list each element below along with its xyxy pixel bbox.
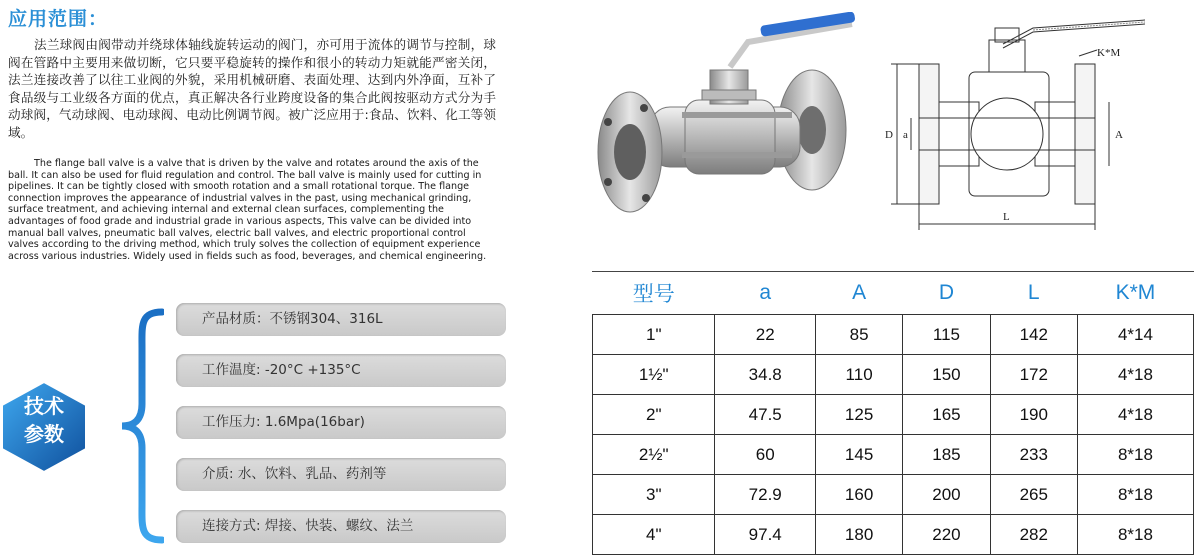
cell: 3" xyxy=(593,475,715,515)
label-A: A xyxy=(1115,129,1123,141)
cell: 150 xyxy=(903,355,990,395)
table-row xyxy=(593,475,1194,515)
spec-medium: 介质: 水、饮料、乳品、药剂等 xyxy=(176,458,506,491)
table-row xyxy=(593,435,1194,475)
cell: 172 xyxy=(990,355,1077,395)
cell: 47.5 xyxy=(715,395,815,435)
english-description: The flange ball valve is a valve that is driven by the valve and rotates around the axis of the ball. It can also be used for fluid regulation and control. The ball valve is mainly used for cutting in pipelines. It can be tightly closed with smooth rotation and a small rotational torque. The flange connection improves the appearance of industrial valves in the past, using mechanical grinding, surface treatment, and achieving internal and external clean surfaces, complementing the advantages of food grade and industrial grade in various aspects, This valve can be divided into manual ball valves, pneumatic ball valves, electric ball valves, and electric proportional control valves according to the driving method, which truly solves the collection of equipment experience across various industries. Widely used in fields such as food, beverages, and chemical engineering. xyxy=(8,158,487,262)
valve-drawing xyxy=(883,10,1199,250)
brace-icon xyxy=(118,308,164,544)
cell: 4*18 xyxy=(1077,395,1193,435)
cell: 22 xyxy=(715,315,815,355)
cell: 220 xyxy=(903,515,990,555)
label-KM: K*M xyxy=(1097,47,1121,59)
col-header: D xyxy=(938,281,955,304)
spec-temperature: 工作温度: -20°C +135°C xyxy=(176,354,506,387)
spec-material: 产品材质：不锈钢304、316L xyxy=(176,303,506,336)
label-L: L xyxy=(1003,211,1010,223)
col-header: L xyxy=(1027,281,1040,304)
cell: 4" xyxy=(593,515,715,555)
label-a: a xyxy=(903,129,908,141)
cell: 200 xyxy=(903,475,990,515)
cell: 160 xyxy=(815,475,902,515)
table-row xyxy=(593,355,1194,395)
cell: 145 xyxy=(815,435,902,475)
cell: 282 xyxy=(990,515,1077,555)
cell: 34.8 xyxy=(715,355,815,395)
cell: 97.4 xyxy=(715,515,815,555)
spec-connection: 连接方式: 焊接、快装、螺纹、法兰 xyxy=(176,510,506,543)
section-title: 应用范围： xyxy=(8,8,109,30)
label-D: D xyxy=(885,129,893,141)
cell: 72.9 xyxy=(715,475,815,515)
cell: 165 xyxy=(903,395,990,435)
cell: 190 xyxy=(990,395,1077,435)
cell: 180 xyxy=(815,515,902,555)
cell: 8*18 xyxy=(1077,515,1193,555)
cell: 4*14 xyxy=(1077,315,1193,355)
col-header: A xyxy=(852,281,867,304)
cell: 142 xyxy=(990,315,1077,355)
table-header-row xyxy=(593,272,1194,315)
cell: 115 xyxy=(903,315,990,355)
cell: 125 xyxy=(815,395,902,435)
valve-photo xyxy=(590,12,880,252)
col-header: 型号 xyxy=(632,283,675,306)
cell: 185 xyxy=(903,435,990,475)
table-row xyxy=(593,515,1194,555)
table-row xyxy=(593,395,1194,435)
cell: 2½" xyxy=(593,435,715,475)
table-row xyxy=(593,315,1194,355)
col-header: K*M xyxy=(1115,281,1156,304)
cell: 265 xyxy=(990,475,1077,515)
cell: 1½" xyxy=(593,355,715,395)
cell: 4*18 xyxy=(1077,355,1193,395)
cell: 60 xyxy=(715,435,815,475)
cell: 1" xyxy=(593,315,715,355)
badge-line1: 技术 xyxy=(24,394,64,418)
spec-pressure: 工作压力: 1.6Mpa(16bar) xyxy=(176,406,506,439)
badge-line2: 参数 xyxy=(24,422,64,446)
cell: 8*18 xyxy=(1077,475,1193,515)
spec-table xyxy=(592,272,1194,555)
cell: 233 xyxy=(990,435,1077,475)
cell: 85 xyxy=(815,315,902,355)
cell: 110 xyxy=(815,355,902,395)
badge-label xyxy=(8,392,80,448)
col-header: a xyxy=(759,281,772,304)
cell: 8*18 xyxy=(1077,435,1193,475)
chinese-description: 法兰球阀由阀带动并绕球体轴线旋转运动的阀门，亦可用于流体的调节与控制，球阀在管路中主要用来做切断，它只要平稳旋转的操作和很小的转动力矩就能严密关闭，法兰连接改善了以往工业阀的外貌，采用机械研磨、表面处理、达到内外净面，互补了食品级与工业级各方面的优点，真正解决各行业跨度设备的集合此阀按驱动方式分为手动球阀，气动球阀、电动球阀、电动比例调节阀。被广泛应用于:食品、饮料、化工等领域。 xyxy=(8,37,496,140)
cell: 2" xyxy=(593,395,715,435)
